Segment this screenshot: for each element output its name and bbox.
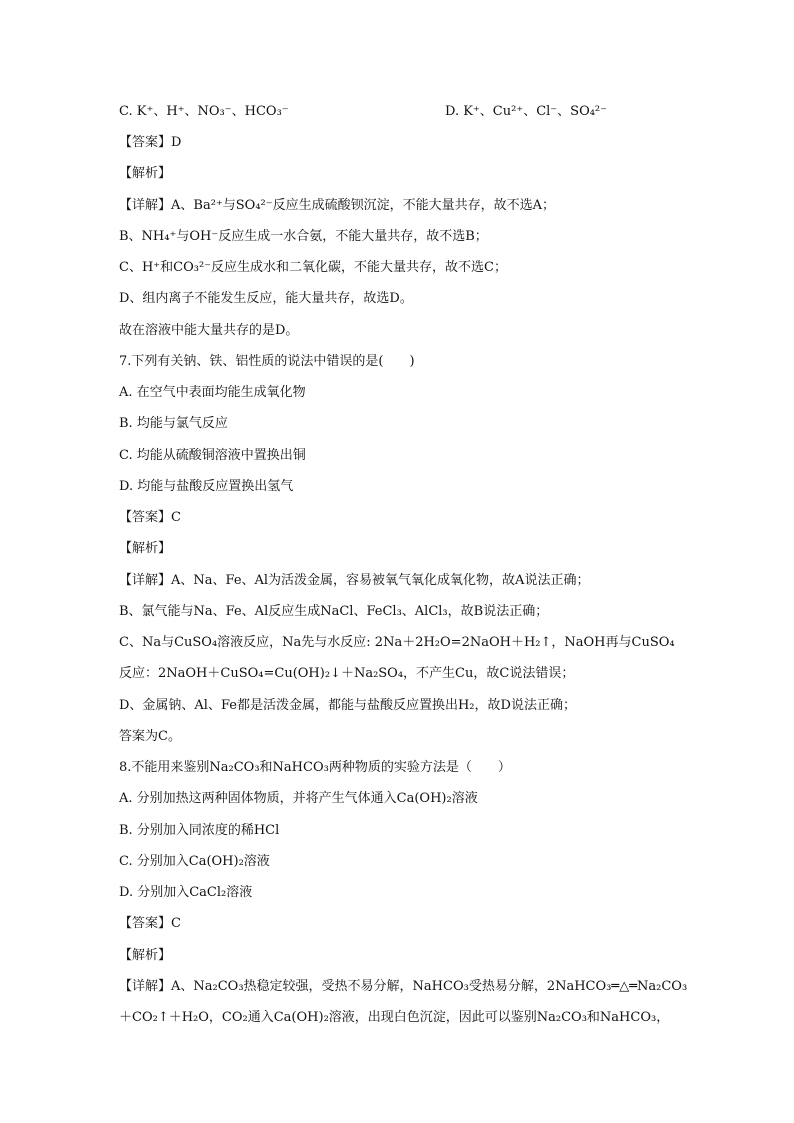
q7-option-b: B. 均能与氯气反应 — [119, 416, 228, 431]
q8-option-a: A. 分别加热这两种固体物质，并将产生气体通入Ca(OH)₂溶液 — [119, 791, 478, 806]
q8-option-d: D. 分别加入CaCl₂溶液 — [119, 885, 253, 900]
q6-detail-c: C、H⁺和CO₃²⁻反应生成水和二氧化碳，不能大量共存，故不选C； — [119, 260, 507, 275]
q6-option-d: D. K⁺、Cu²⁺、Cl⁻、SO₄²⁻ — [445, 104, 608, 119]
q7-answer: 【答案】C — [119, 510, 181, 525]
q8-stem: 8.不能用来鉴别Na₂CO₃和NaHCO₃两种物质的实验方法是（ ） — [119, 760, 511, 775]
q8-detail-a-line2: ＋CO₂↑＋H₂O，CO₂通入Ca(OH)₂溶液，出现白色沉淀，因此可以鉴别Na₂CO₃和NaHCO₃， — [119, 1010, 670, 1025]
q8-detail-a-line1: 【详解】A、Na₂CO₃热稳定较强，受热不易分解，NaHCO₃受热易分解，2NaHCO₃═△═Na₂CO₃ — [119, 979, 688, 994]
q6-analysis-heading: 【解析】 — [119, 166, 172, 181]
q7-analysis-heading: 【解析】 — [119, 541, 172, 556]
q6-detail-a: 【详解】A、Ba²⁺与SO₄²⁻反应生成硫酸钡沉淀，不能大量共存，故不选A； — [119, 198, 556, 213]
q8-analysis-heading: 【解析】 — [119, 948, 172, 963]
q7-detail-a: 【详解】A、Na、Fe、Al为活泼金属，容易被氧气氧化成氧化物，故A说法正确； — [119, 573, 590, 588]
q7-conclusion: 答案为C。 — [119, 729, 181, 744]
q6-detail-d: D、组内离子不能发生反应，能大量共存，故选D。 — [119, 291, 413, 306]
q7-option-d: D. 均能与盐酸反应置换出氢气 — [119, 479, 294, 494]
q6-conclusion: 故在溶液中能大量共存的是D。 — [119, 323, 299, 338]
q7-stem: 7.下列有关钠、铁、铝性质的说法中错误的是( ) — [119, 354, 415, 369]
q8-option-b: B. 分别加入同浓度的稀HCl — [119, 823, 280, 838]
q7-option-a: A. 在空气中表面均能生成氧化物 — [119, 385, 306, 400]
q7-detail-b: B、氯气能与Na、Fe、Al反应生成NaCl、FeCl₃、AlCl₃，故B说法正确； — [119, 604, 549, 619]
q7-detail-d: D、金属钠、Al、Fe都是活泼金属，都能与盐酸反应置换出H₂，故D说法正确； — [119, 698, 576, 713]
q8-answer: 【答案】C — [119, 916, 181, 931]
q6-detail-b: B、NH₄⁺与OH⁻反应生成一水合氨，不能大量共存，故不选B； — [119, 229, 488, 244]
q6-answer: 【答案】D — [119, 135, 182, 150]
q7-option-c: C. 均能从硫酸铜溶液中置换出铜 — [119, 448, 306, 463]
q8-option-c: C. 分别加入Ca(OH)₂溶液 — [119, 854, 270, 869]
q6-option-c: C. K⁺、H⁺、NO₃⁻、HCO₃⁻ — [119, 104, 289, 119]
q7-detail-c-line2: 反应：2NaOH＋CuSO₄=Cu(OH)₂↓＋Na₂SO₄，不产生Cu，故C说法错误； — [119, 666, 575, 681]
q7-detail-c-line1: C、Na与CuSO₄溶液反应，Na先与水反应: 2Na＋2H₂O=2NaOH＋H₂↑，NaOH再与CuSO₄ — [119, 635, 675, 650]
